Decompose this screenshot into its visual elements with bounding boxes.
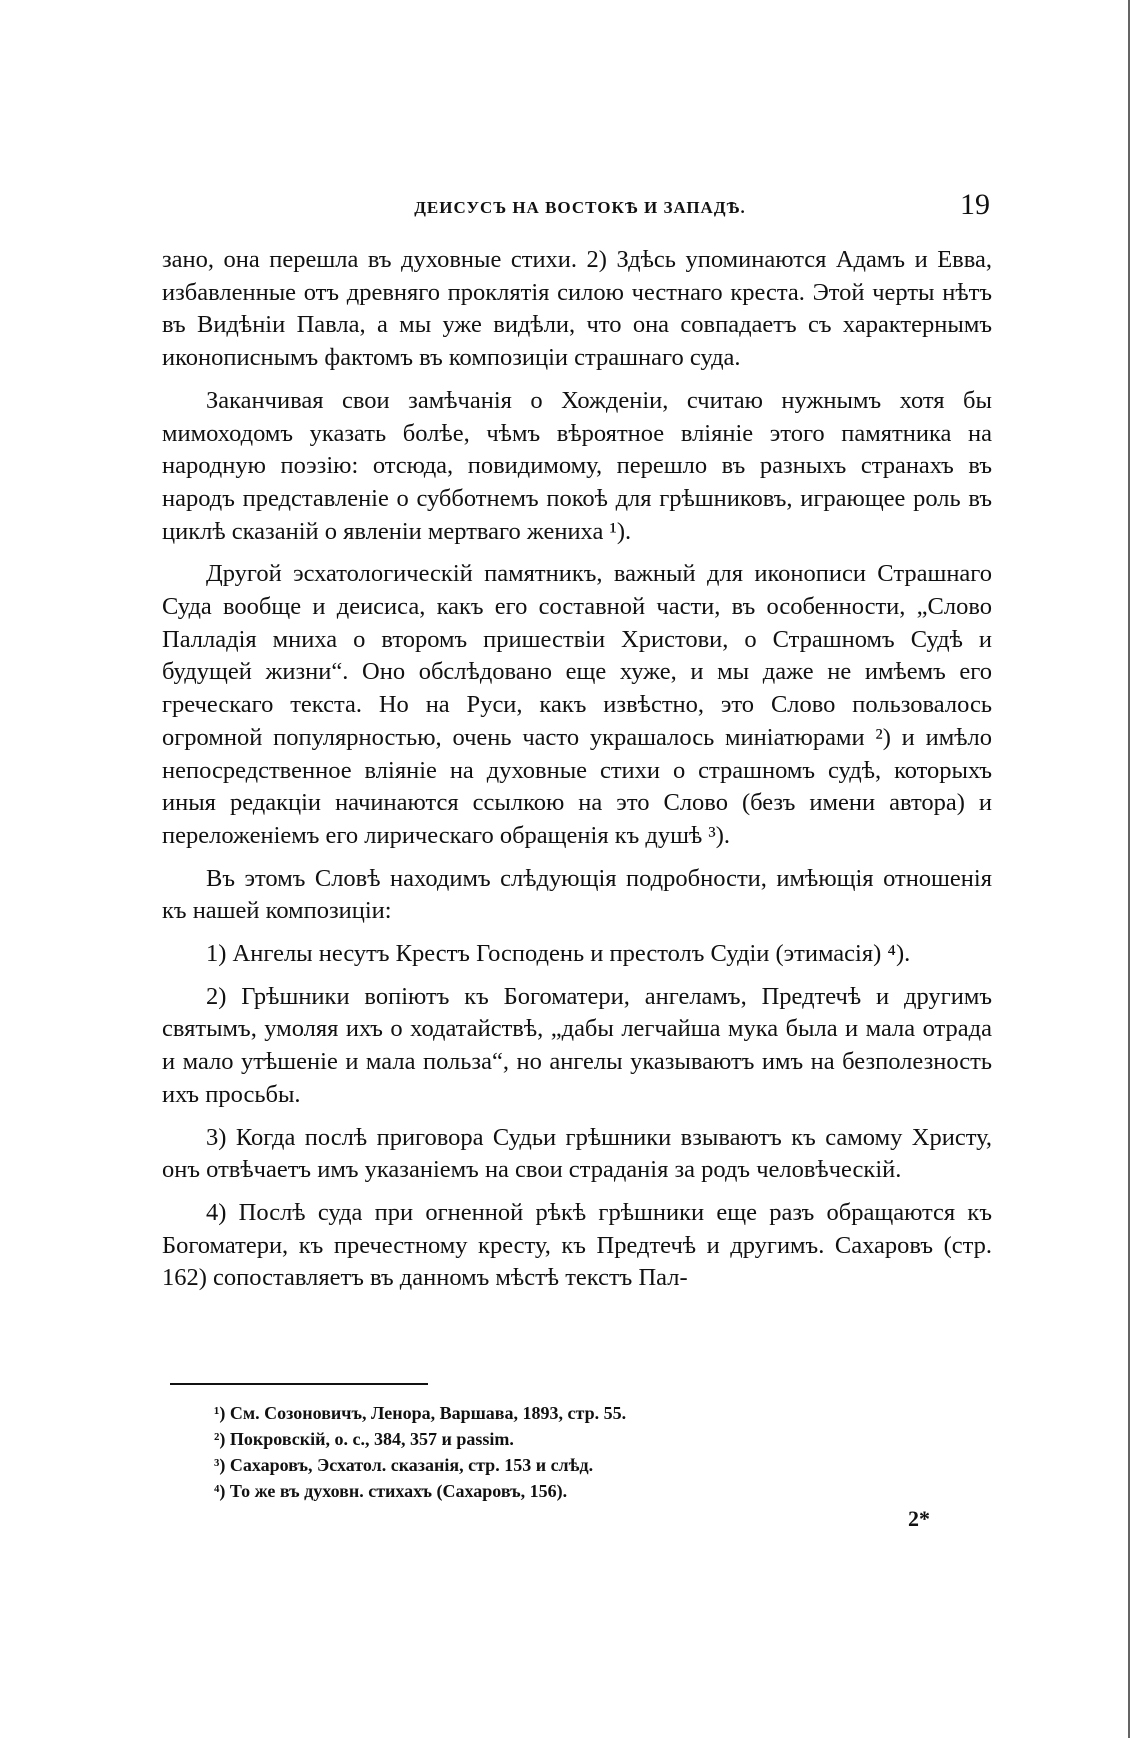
footnote: ²) Покровскій, о. с., 384, 357 и passim. xyxy=(214,1429,514,1449)
footnote: ⁴) То же въ духовн. стихахъ (Сахаровъ, 156). xyxy=(214,1481,568,1501)
running-head xyxy=(170,188,990,228)
footnote: ³) Сахаровъ, Эсхатол. сказанія, стр. 153 и слѣд. xyxy=(214,1455,594,1475)
paragraph: 3) Когда послѣ приговора Судьи грѣшники взываютъ къ самому Христу, онъ отвѣчаетъ имъ указаніемъ на свои страданія за родъ человѣческій. xyxy=(162,1123,992,1184)
footnote: ¹) См. Созоновичъ, Ленора, Варшава, 1893, стр. 55. xyxy=(214,1403,627,1423)
paragraph: Другой эсхатологическій памятникъ, важный для иконописи Страшнаго Суда вообще и деисиса, какъ его составной части, въ особенности, „Слово Палладія мниха о второмъ пришествіи Христови, о Страшномъ Судѣ и будущей жизни“. Оно обслѣдовано еще хуже, и мы даже не имѣемъ его греческаго текста. Но на Руси, какъ извѣстно, это Слово пользовалось огромной популярностью, очень часто украшалось миніатюрами ²) и имѣло непосредственное вліяніе на духовные стихи о страшномъ судѣ, которыхъ иныя редакціи начинаются ссылкою на это Слово (безъ имени автора) и переложеніемъ его лирическаго обращенія къ душѣ ³). xyxy=(162,560,992,849)
paragraph: 2) Грѣшники вопіютъ къ Богоматери, ангеламъ, Предтечѣ и другимъ святымъ, умоляя ихъ о ходатайствѣ, „дабы легчайша мука была и мала отрада и мало утѣшеніе и мала польза“, но ангелы указываютъ имъ на безполезность ихъ просьбы. xyxy=(162,982,992,1108)
paragraph: 1) Ангелы несутъ Крестъ Господень и престолъ Судіи (этимасія) ⁴). xyxy=(206,940,911,968)
footnote-rule xyxy=(170,1383,428,1385)
running-title: ДЕИСУСЪ НА ВОСТОКѢ И ЗАПАДѢ. xyxy=(414,198,746,217)
page-number: 19 xyxy=(960,188,990,221)
paragraph: 4) Послѣ суда при огненной рѣкѣ грѣшники еще разъ обращаются къ Богоматери, къ пречестному кресту, къ Предтечѣ и другимъ. Сахаровъ (стр. 162) сопоставляетъ въ данномъ мѣстѣ текстъ Пал- xyxy=(162,1198,992,1292)
body-text xyxy=(162,244,992,1305)
paragraph: Заканчивая свои замѣчанія о Хожденіи, считаю нужнымъ хотя бы мимоходомъ указать болѣе, чѣмъ вѣроятное вліяніе этого памятника на народную поэзію: отсюда, повидимому, перешло въ разныхъ странахъ въ народъ представленіе о субботнемъ покоѣ для грѣшниковъ, играющее роль въ циклѣ сказаній о явленіи мертваго жениха ¹). xyxy=(162,386,992,545)
footnotes xyxy=(214,1400,974,1504)
signature-mark: 2* xyxy=(908,1506,930,1531)
paragraph: Въ этомъ Словѣ находимъ слѣдующія подробности, имѣющія отношенія къ нашей композиціи: xyxy=(162,864,992,925)
paragraph: зано, она перешла въ духовные стихи. 2) Здѣсь упоминаются Адамъ и Евва, избавленные отъ древняго проклятія силою честнаго креста. Этой черты нѣтъ въ Видѣніи Павла, а мы уже видѣли, что она совпадаетъ съ характернымъ иконописнымъ фактомъ въ композиціи страшнаго суда. xyxy=(162,246,992,372)
page-edge-line xyxy=(1128,0,1130,1738)
